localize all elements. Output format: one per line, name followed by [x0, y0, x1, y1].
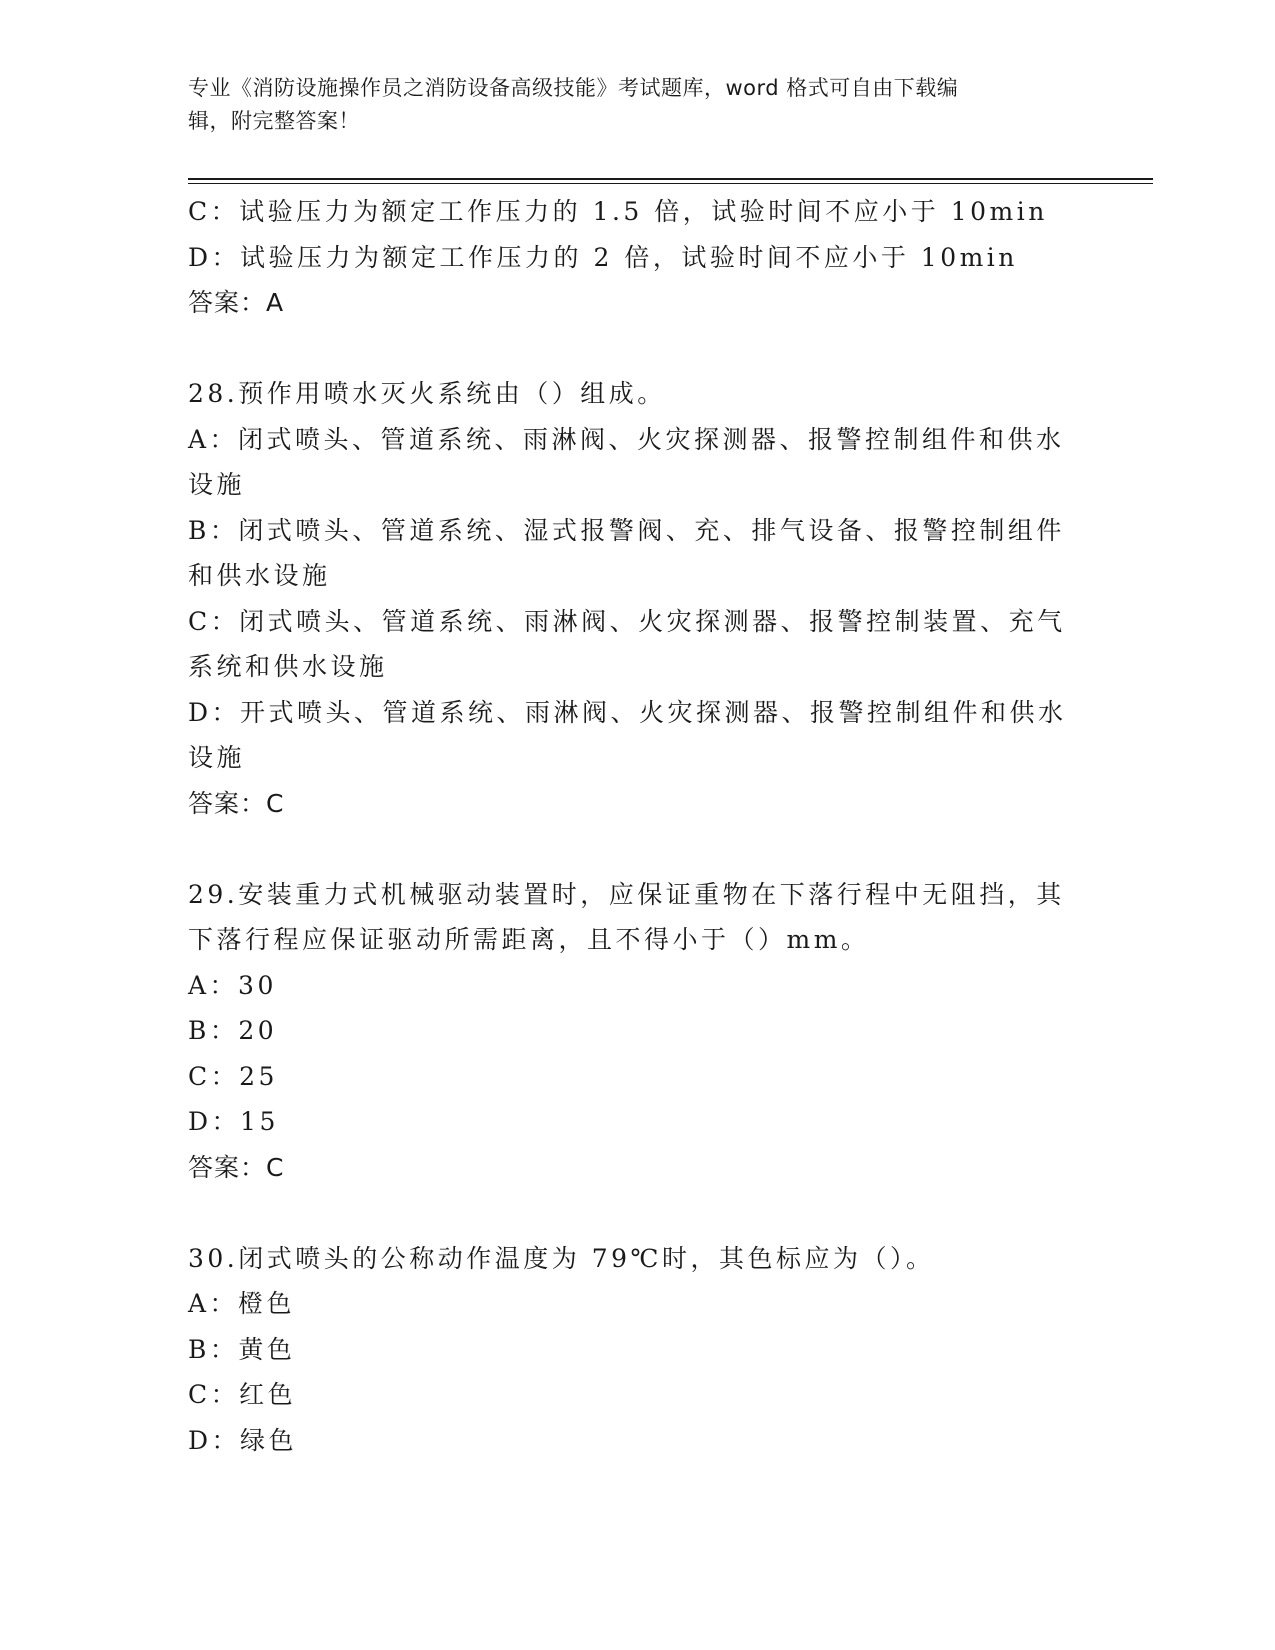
q29-answer: 答案：C [188, 1152, 285, 1182]
question-29-block [188, 872, 1078, 1191]
q30-option-c: C：红色 [188, 1380, 297, 1409]
question-30-block [188, 1236, 1078, 1464]
q28-question: 28.预作用喷水灭火系统由（）组成。 [188, 379, 666, 408]
spacer [188, 326, 1078, 372]
q28-option-a-line-2: 设施 [188, 470, 246, 499]
spacer [188, 1190, 1078, 1236]
q29-option-d: D：15 [188, 1107, 279, 1136]
question-27-block [188, 189, 1078, 326]
q29-option-b: B：20 [188, 1016, 278, 1045]
q28-option-a-line-1: A：闭式喷头、管道系统、雨淋阀、火灾探测器、报警控制组件和供水 [188, 424, 1065, 454]
q27-option-c: C：试验压力为额定工作压力的 1.5 倍，试验时间不应小于 10min [188, 197, 1048, 226]
q27-answer: 答案：A [188, 288, 285, 317]
q27-option-d: D：试验压力为额定工作压力的 2 倍，试验时间不应小于 10min [188, 242, 1018, 272]
q29-option-c: C：25 [188, 1061, 278, 1091]
header-line-2: 辑，附完整答案！ [188, 109, 360, 133]
q30-option-a: A：橙色 [188, 1289, 296, 1318]
header-line-1: 专业《消防设施操作员之消防设备高级技能》考试题库，word 格式可自由下载编 [188, 76, 959, 100]
question-28-block [188, 371, 1078, 826]
q28-option-c-line-1: C：闭式喷头、管道系统、雨淋阀、火灾探测器、报警控制装置、充气 [188, 606, 1066, 636]
header-rule-thick [188, 178, 1153, 180]
q30-option-b: B：黄色 [188, 1334, 296, 1364]
header-rule-thin [188, 183, 1153, 184]
document-header [188, 72, 1068, 138]
q28-option-d-line-2: 设施 [188, 743, 246, 772]
spacer [188, 826, 1078, 872]
q29-question-line-2: 下落行程应保证驱动所需距离，且不得小于（）mm。 [188, 925, 870, 954]
q28-option-d-line-1: D：开式喷头、管道系统、雨淋阀、火灾探测器、报警控制组件和供水 [188, 697, 1067, 727]
q29-option-a: A：30 [188, 970, 277, 1000]
q30-option-d: D：绿色 [188, 1425, 298, 1455]
q28-answer: 答案：C [188, 788, 285, 818]
q28-option-b-line-1: B：闭式喷头、管道系统、湿式报警阀、充、排气设备、报警控制组件 [188, 515, 1065, 545]
q28-option-c-line-2: 系统和供水设施 [188, 652, 388, 681]
q28-option-b-line-2: 和供水设施 [188, 561, 331, 590]
document-body [188, 189, 1078, 1463]
q30-question: 30.闭式喷头的公称动作温度为 79℃时，其色标应为（）。 [188, 1243, 935, 1273]
q29-question-line-1: 29.安装重力式机械驱动装置时，应保证重物在下落行程中无阻挡，其 [188, 879, 1065, 909]
